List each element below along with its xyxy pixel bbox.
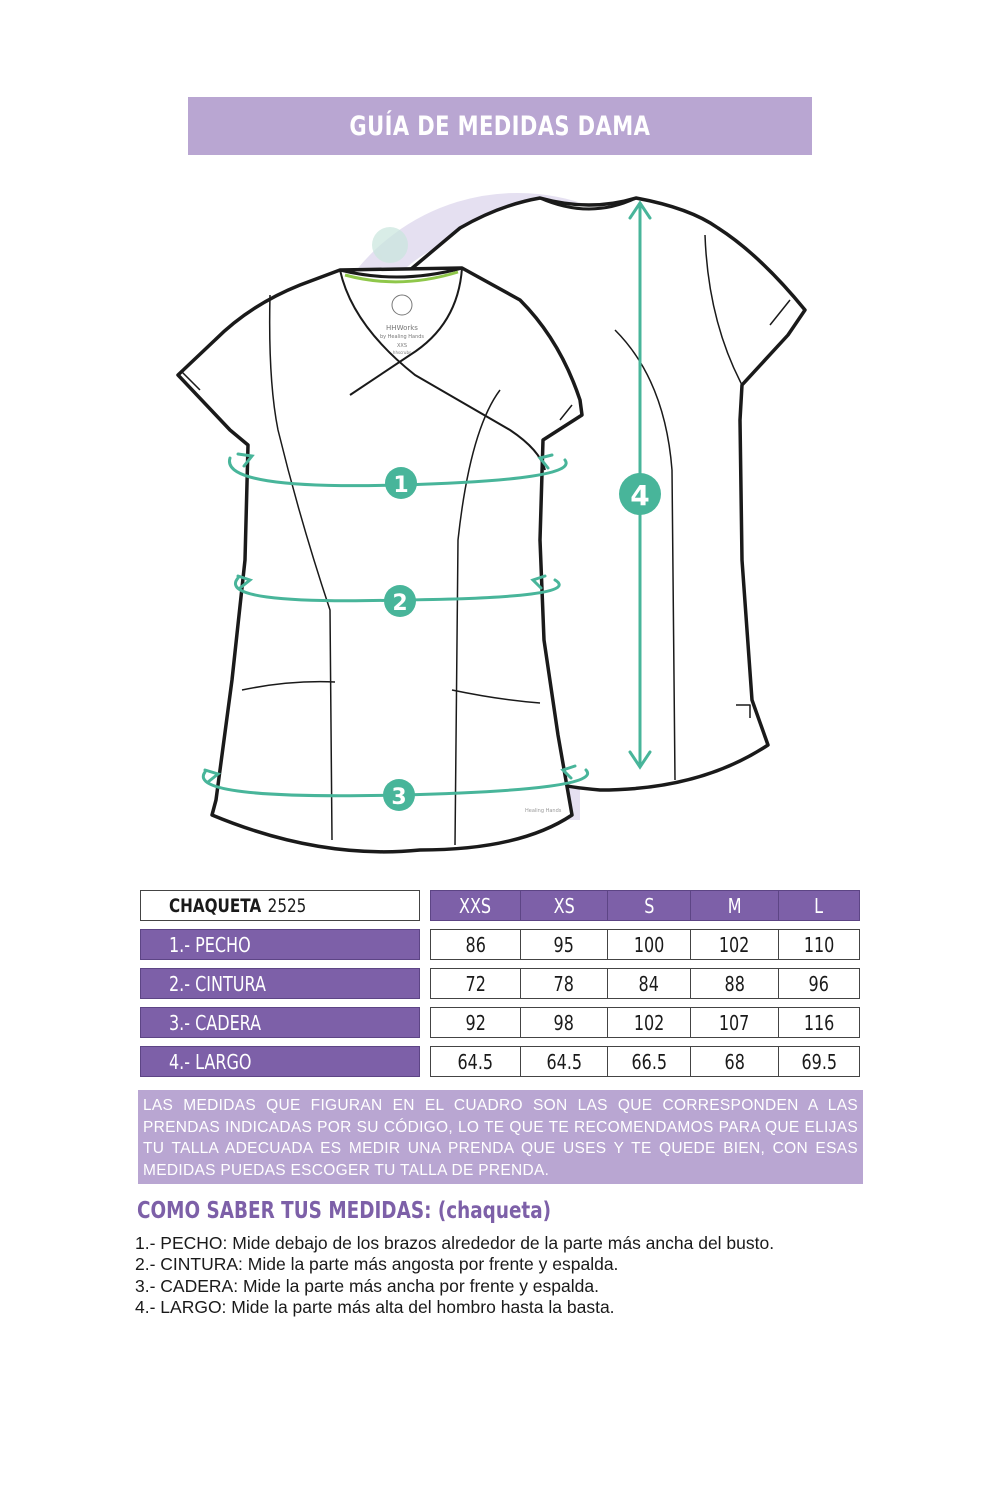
- table-cell: 78: [520, 968, 607, 999]
- garment-label-size: XXS: [396, 343, 408, 349]
- howto-list: [135, 1233, 774, 1318]
- table-cell: 64.5: [430, 1046, 520, 1077]
- garment-label-line4: hhscrubs: [392, 350, 412, 355]
- size-header-xs: XS: [520, 890, 607, 921]
- garment-label-brand: HHWorks: [386, 324, 418, 332]
- garment-label-line2: by Healing Hands: [379, 334, 425, 340]
- row-label-pecho: 1.- PECHO: [140, 929, 420, 960]
- list-item: 4.- LARGO: Mide la parte más alta del hombro hasta la basta.: [135, 1296, 615, 1317]
- table-cell: 98: [520, 1007, 607, 1038]
- table-cell: 100: [607, 929, 690, 960]
- table-cell: 84: [607, 968, 690, 999]
- size-header-s: S: [607, 890, 690, 921]
- howto-title: COMO SABER TUS MEDIDAS: (chaqueta): [137, 1198, 552, 1224]
- table-cell: 66.5: [607, 1046, 690, 1077]
- table-cell: 64.5: [520, 1046, 607, 1077]
- table-cell: 68: [690, 1046, 778, 1077]
- hem-text: Healing Hands: [525, 808, 562, 814]
- garment-illustration: [150, 180, 850, 870]
- table-cell: 110: [778, 929, 860, 960]
- size-note: LAS MEDIDAS QUE FIGURAN EN EL CUADRO SON LAS QUE CORRESPONDEN A LAS PRENDAS INDICADAS POR SU CÓDIGO, LO TE QUE TE RECOMENDAMOS PARA QUE ELIJAS TU TALLA ADECUADA ES MEDIR UNA PRENDA QUE USES Y TE QUEDE BIEN, CON ESAS MEDIDAS PUEDAS ESCOGER TU TALLA DE PRENDA.: [138, 1090, 863, 1184]
- table-row: [430, 968, 860, 999]
- table-row: [430, 929, 860, 960]
- table-cell: 86: [430, 929, 520, 960]
- table-cell: 95: [520, 929, 607, 960]
- marker-3: 3: [391, 785, 407, 810]
- marker-1: 1: [393, 473, 409, 498]
- table-row: [430, 1007, 860, 1038]
- size-header-row: [430, 890, 860, 921]
- product-label-box: [140, 890, 420, 921]
- size-header-l: L: [778, 890, 860, 921]
- garment-front: [178, 268, 582, 852]
- list-item: 1.- PECHO: Mide debajo de los brazos alrededor de la parte más ancha del busto.: [135, 1233, 775, 1253]
- size-header-xxs: XXS: [430, 890, 520, 921]
- table-cell: 88: [690, 968, 778, 999]
- table-cell: 96: [778, 968, 860, 999]
- page-title: GUÍA DE MEDIDAS DAMA: [349, 110, 651, 142]
- row-label-cintura: 2.- CINTURA: [140, 968, 420, 999]
- table-cell: 116: [778, 1007, 860, 1038]
- product-code: 2525: [267, 894, 307, 917]
- table-cell: 102: [690, 929, 778, 960]
- list-item: 2.- CINTURA: Mide la parte más angosta por frente y espalda.: [135, 1254, 619, 1275]
- marker-4: 4: [630, 479, 650, 512]
- table-cell: 107: [690, 1007, 778, 1038]
- list-item: 3.- CADERA: Mide la parte más ancha por frente y espalda.: [135, 1275, 599, 1296]
- table-cell: 92: [430, 1007, 520, 1038]
- product-label: CHAQUETA: [169, 894, 262, 917]
- table-cell: 102: [607, 1007, 690, 1038]
- row-label-largo: 4.- LARGO: [140, 1046, 420, 1077]
- table-cell: 72: [430, 968, 520, 999]
- row-label-cadera: 3.- CADERA: [140, 1007, 420, 1038]
- table-row: [430, 1046, 860, 1077]
- size-header-m: M: [690, 890, 778, 921]
- title-banner: [188, 97, 812, 155]
- table-cell: 69.5: [778, 1046, 860, 1077]
- marker-2: 2: [392, 591, 408, 616]
